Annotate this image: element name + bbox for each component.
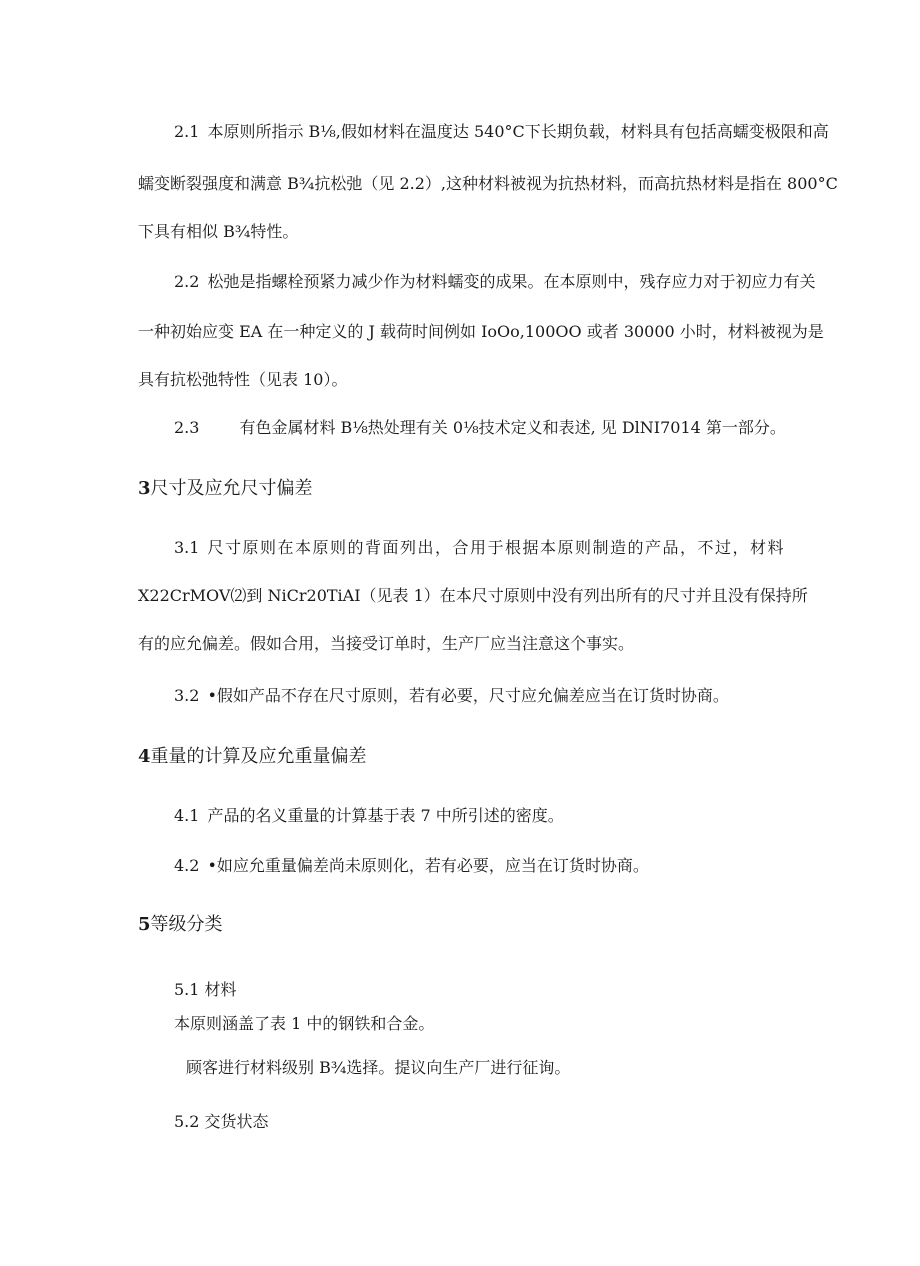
clause-text: 松弛是指螺栓预紧力减少作为材料蠕变的成果。在本原则中，残存应力对于初应力有关 bbox=[207, 272, 816, 291]
clause-text: 尺寸原则在本原则的背面列出，合用于根据本原则制造的产品，不过，材料 bbox=[207, 538, 785, 557]
section-5-heading bbox=[138, 914, 223, 936]
heading-text: 尺寸及应允尺寸偏差 bbox=[150, 478, 313, 499]
paragraph-3-1-line-2: X22CrMOV⑵到 NiCr20TiAI（见表 1）在本尺寸原则中没有列出所有的尺寸并且没有保持所 bbox=[138, 586, 808, 605]
paragraph-5-1-line-1: 本原则涵盖了表 1 中的钢铁和合金。 bbox=[174, 1014, 435, 1033]
clause-text: 本原则所指示 B⅛,假如材料在温度达 540°C下长期负载，材料具有包括高蠕变极限和高 bbox=[207, 122, 829, 141]
clause-number: 3.2 bbox=[174, 686, 200, 705]
heading-number: 3 bbox=[138, 478, 151, 499]
clause-number: 2.3 bbox=[174, 418, 200, 437]
clause-text: 有色金属材料 B⅛热处理有关 0⅛技术定义和表述, 见 DlNI7014 第一部分。 bbox=[239, 418, 786, 437]
heading-text: 重量的计算及应允重量偏差 bbox=[150, 746, 367, 767]
subsection-5-2-title: 5.2 交货状态 bbox=[174, 1112, 269, 1131]
paragraph-2-3 bbox=[174, 418, 824, 438]
paragraph-4-2 bbox=[174, 856, 824, 876]
paragraph-2-1-line-1 bbox=[174, 122, 829, 142]
paragraph-3-1-line-3: 有的应允偏差。假如合用，当接受订单时，生产厂应当注意这个事实。 bbox=[138, 634, 635, 653]
clause-text: 产品的名义重量的计算基于表 7 中所引述的密度。 bbox=[207, 806, 564, 825]
clause-number: 4.1 bbox=[174, 806, 200, 825]
paragraph-3-2 bbox=[174, 686, 824, 706]
clause-number: 4.2 bbox=[174, 856, 200, 875]
subsection-5-1-title: 5.1 材料 bbox=[174, 980, 237, 999]
section-4-heading bbox=[138, 746, 367, 768]
paragraph-2-2-line-3: 具有抗松弛特性（见表 10）。 bbox=[138, 370, 348, 389]
paragraph-4-1 bbox=[174, 806, 824, 826]
clause-text: •如应允重量偏差尚未原则化，若有必要，应当在订货时协商。 bbox=[207, 856, 649, 875]
clause-number: 2.2 bbox=[174, 272, 200, 291]
clause-number: 3.1 bbox=[174, 538, 200, 557]
section-3-heading bbox=[138, 478, 313, 500]
clause-text: •假如产品不存在尺寸原则，若有必要，尺寸应允偏差应当在订货时协商。 bbox=[207, 686, 729, 705]
paragraph-2-2-line-2: 一种初始应变 EA 在一种定义的 J 载荷时间例如 IoOo,100OO 或者 30000 小时，材料被视为是 bbox=[138, 322, 824, 341]
paragraph-2-1-line-3: 下具有相似 B¾特性。 bbox=[138, 222, 299, 241]
heading-text: 等级分类 bbox=[150, 914, 223, 935]
heading-number: 4 bbox=[138, 746, 151, 767]
clause-number: 2.1 bbox=[174, 122, 200, 141]
heading-number: 5 bbox=[138, 914, 151, 935]
paragraph-2-2-line-1 bbox=[174, 272, 824, 292]
paragraph-2-1-line-2: 蠕变断裂强度和满意 B¾抗松弛（见 2.2）,这种材料被视为抗热材料，而高抗热材料是指在 800°C bbox=[138, 174, 838, 193]
paragraph-3-1-line-1 bbox=[174, 538, 824, 558]
paragraph-5-1-line-2: 顾客进行材料级别 B¾选择。提议向生产厂进行征询。 bbox=[186, 1058, 571, 1077]
